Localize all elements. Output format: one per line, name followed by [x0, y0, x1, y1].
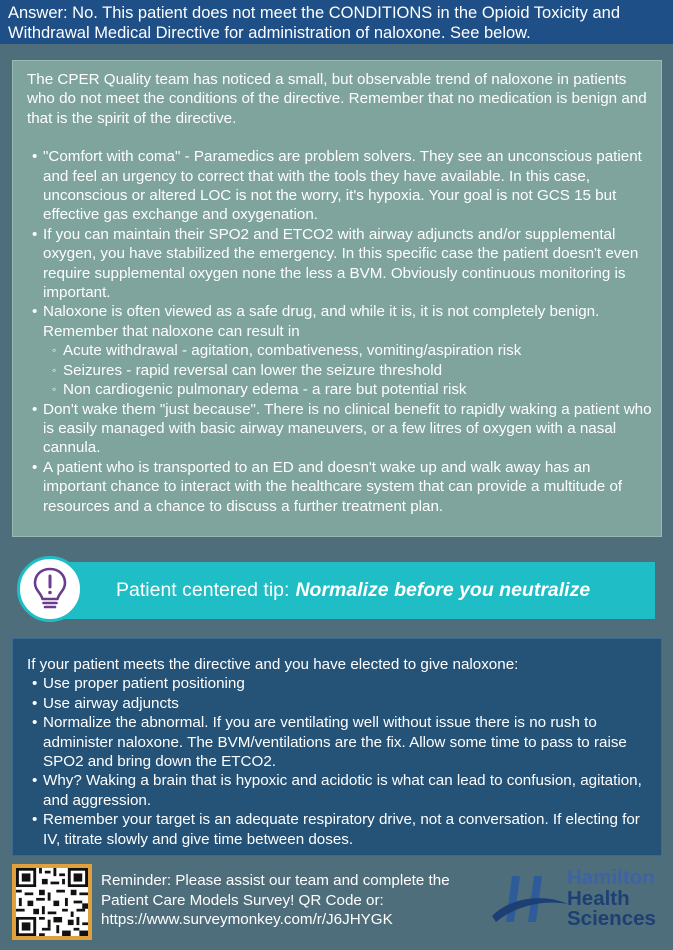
tip-emphasis: Normalize before you neutralize [295, 579, 591, 601]
panel-intro: The CPER Quality team has noticed a small, but observable trend of naloxone in patients who do not meet the conditions of the directive. Remember that no medication is benign and that is the spirit of the directive. [27, 71, 647, 127]
survey-qr-code[interactable] [12, 864, 92, 940]
logo-line: Health [567, 886, 630, 910]
list-item: • Normalize the abnormal. If you are ventilating well without issue there is no rush to administer naloxone. The BVM/ventilations are the fix. Allow some time to pass to raise SPO2 and bring down the ETCO2. [27, 713, 653, 771]
logo-wordmark [567, 868, 656, 930]
sub-list-item: ◦ Seizures - rapid reversal can lower the seizure threshold [43, 361, 653, 380]
naloxone-guidance-panel [12, 638, 662, 856]
survey-reminder-text: Reminder: Please assist our team and complete the Patient Care Models Survey! QR Code or: https://www.surveymonkey.com/r/J6JHYGK [101, 872, 450, 928]
sub-list-item: ◦ Acute withdrawal - agitation, combativeness, vomiting/aspiration risk [43, 341, 653, 360]
hamilton-health-sciences-logo [490, 868, 670, 938]
patient-tip-banner [52, 562, 655, 619]
list-item: • Use airway adjuncts [27, 694, 653, 713]
logo-line: Hamilton [567, 866, 655, 889]
bullet-text: If you can maintain their SPO2 and ETCO2 with airway adjuncts and/or supplemental oxygen, you have stabilized the emergency. In this specific case the patient doesn't even require supplemental oxygen none the less a BVM. Obviously continuous monitoring is important. [43, 225, 639, 302]
panel-intro: If your patient meets the directive and you have elected to give naloxone: [27, 656, 519, 673]
guidance-bullet-list [27, 674, 653, 849]
list-item [27, 147, 653, 225]
bullet-text: "Comfort with coma" - Paramedics are problem solvers. They see an unconscious patient and feel an urgency to correct that with the tools they have available. In this case, unconscious or altered LOC is not the worry, it's hypoxia. Your goal is not GCS 15 but effective gas exchange and oxygenation. [43, 148, 642, 224]
logo-line: Sciences [567, 907, 656, 930]
list-item [27, 225, 653, 303]
naloxone-risks-list [43, 341, 653, 399]
bullet-text: A patient who is transported to an ED and doesn't wake up and walk away has an important chance to interact with the healthcare system that can provide a multitude of resources and a chance to discuss a further treatment plan. [43, 458, 623, 515]
directive-info-panel [12, 60, 662, 537]
list-item: • Why? Waking a brain that is hypoxic and acidotic is what can lead to confusion, agitation, and aggression. [27, 771, 653, 810]
answer-header-text: Answer: No. This patient does not meet the CONDITIONS in the Opioid Toxicity and Withdrawal Medical Directive for administration of naloxone. See below. [8, 4, 621, 42]
hhs-logo-mark-icon [490, 870, 570, 936]
list-item [27, 458, 653, 516]
directive-bullet-list [27, 147, 653, 516]
list-item [27, 400, 653, 458]
sub-list-item: ◦ Non cardiogenic pulmonary edema - a rare but potential risk [43, 380, 653, 399]
list-item: • Remember your target is an adequate respiratory drive, not a conversation. If electing for IV, titrate slowly and give time between doses. [27, 810, 653, 849]
bullet-text: Naloxone is often viewed as a safe drug, and while it is, it is not completely benign. Remember that naloxone can result in [43, 303, 600, 340]
answer-header [0, 0, 673, 44]
list-item [27, 302, 653, 399]
lightbulb-exclamation-icon [17, 556, 83, 622]
bullet-text: Don't wake them "just because". There is no clinical benefit to rapidly waking a patient who is easily managed with basic airway maneuvers, or a few litres of oxygen with a nasal cannula. [43, 400, 652, 457]
tip-prefix: Patient centered tip: [116, 579, 290, 601]
list-item: • Use proper patient positioning [27, 674, 653, 693]
